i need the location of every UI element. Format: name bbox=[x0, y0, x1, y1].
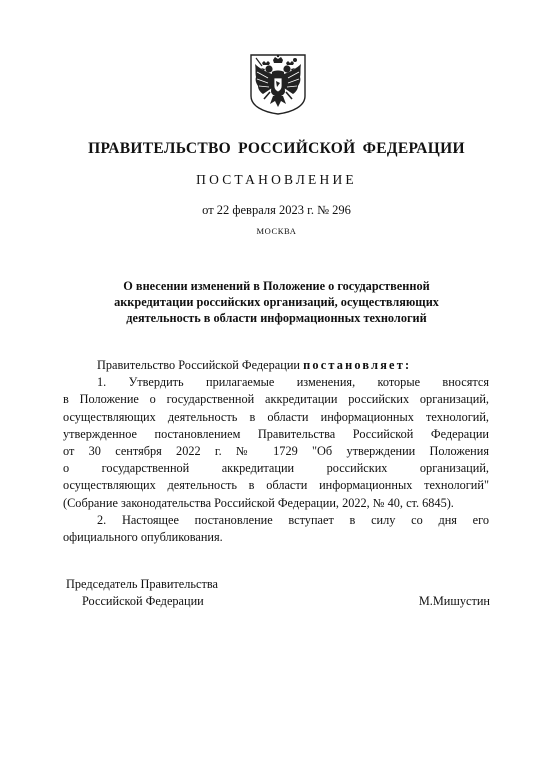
intro-prefix: Правительство Российской Федерации bbox=[97, 358, 304, 372]
document-subject bbox=[0, 278, 553, 326]
paragraph-line: осуществляющих деятельность в области информационных технологий, bbox=[63, 409, 489, 424]
decree-word: постановляет: bbox=[303, 358, 412, 372]
paragraph-line: (Собрание законодательства Российской Федерации, 2022, № 40, ст. 6845). bbox=[63, 495, 454, 510]
document-city: МОСКВА bbox=[256, 226, 297, 236]
intro-line bbox=[63, 357, 489, 374]
document-body bbox=[63, 357, 489, 546]
paragraph-line: 2. Настоящее постановление вступает в силу со дня его bbox=[97, 512, 489, 527]
paragraph-line: от 30 сентября 2022 г. № 1729 "Об утверждении Положения bbox=[63, 443, 489, 458]
paragraph-line: осуществляющих деятельность в области информационных технологий" bbox=[63, 478, 489, 493]
paragraph-line: официального опубликования. bbox=[63, 529, 223, 544]
subject-line: аккредитации российских организаций, осуществляющих bbox=[114, 295, 439, 309]
document-date-number: от 22 февраля 2023 г. № 296 bbox=[202, 203, 351, 217]
paragraph-line: утвержденное постановлением Правительства Российской Федерации bbox=[63, 426, 489, 441]
signatory-position-cont: Российской Федерации bbox=[82, 593, 204, 608]
paragraph-line: 1. Утвердить прилагаемые изменения, которые вносятся bbox=[97, 375, 489, 390]
signatory-name: М.Мишустин bbox=[418, 593, 490, 608]
subject-line: О внесении изменений в Положение о государственной bbox=[123, 279, 430, 293]
russian-coat-of-arms-icon bbox=[248, 52, 308, 116]
signatory-position: Председатель Правительства bbox=[66, 577, 218, 591]
signature-block bbox=[66, 576, 490, 609]
subject-line: деятельность в области информационных технологий bbox=[126, 311, 427, 325]
paragraph-line: в Положение о государственной аккредитации российских организаций, bbox=[63, 392, 489, 407]
signature-row bbox=[66, 593, 490, 610]
government-title: ПРАВИТЕЛЬСТВО РОССИЙСКОЙ ФЕДЕРАЦИИ bbox=[88, 140, 465, 157]
paragraph-line: о государственной аккредитации российских организаций, bbox=[63, 461, 489, 476]
document-type: ПОСТАНОВЛЕНИЕ bbox=[196, 172, 357, 187]
